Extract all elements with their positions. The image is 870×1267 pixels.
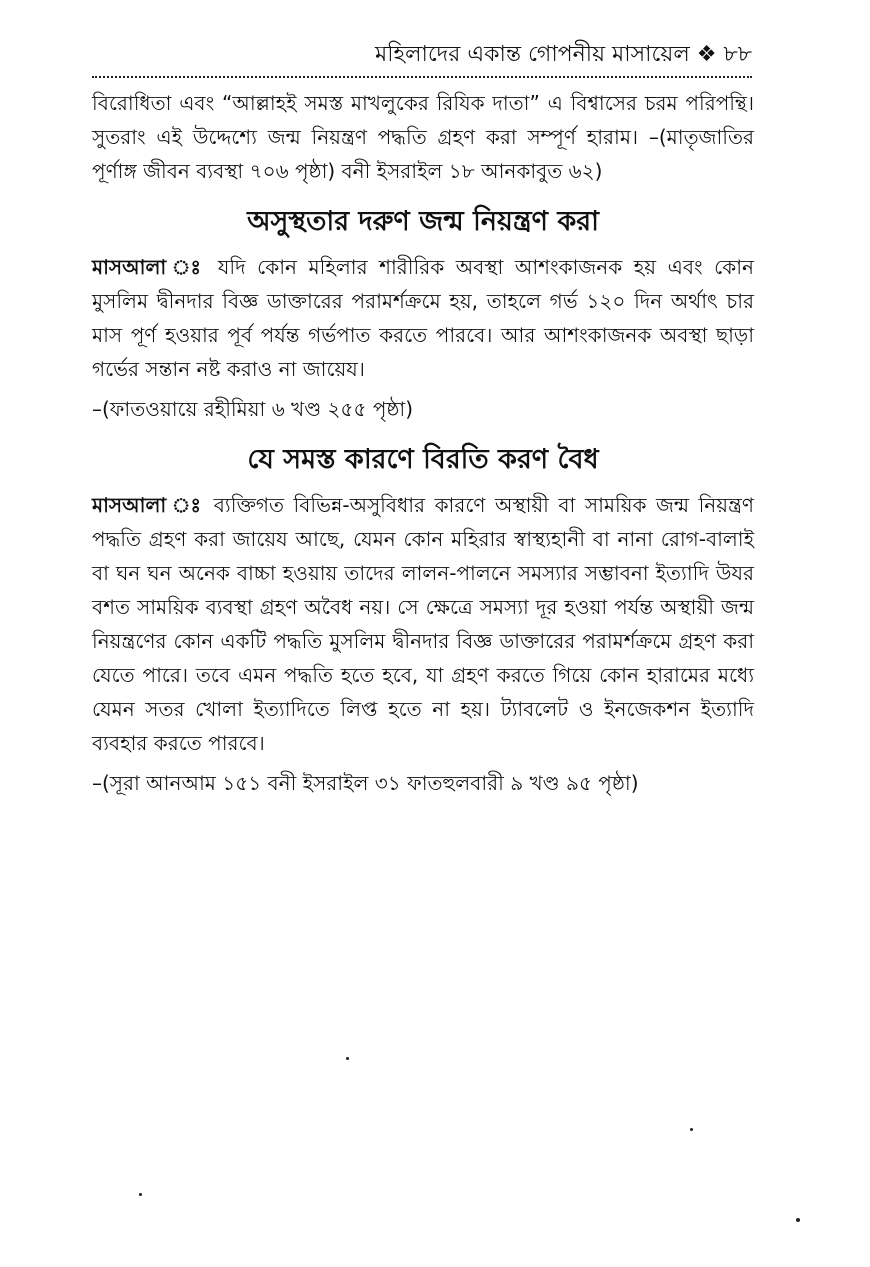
reference-citation: –(ফাতওয়ায়ে রহীমিয়া ৬ খণ্ড ২৫৫ পৃষ্ঠা) xyxy=(92,397,414,421)
scan-speck xyxy=(346,1057,349,1060)
reference-citation: –(সূরা আনআম ১৫১ বনী ইসরাইল ৩১ ফাতহুলবারী ৯ খণ্ড ৯৫ পৃষ্ঠা) xyxy=(92,771,639,795)
masala-body: ব্যক্তিগত বিভিন্ন-অসুবিধার কারণে অস্থায়ী বা সাময়িক জন্ম নিয়ন্ত্রণ পদ্ধতি গ্রহণ করা জায়েয আছে, যেমন কোন মহিরার স্বাস্থ্যহানী বা নানা রোগ-বালাই বা ঘন ঘন অনেক বাচ্চা হওয়ায় তাদের লালন-পালনে সমস্যার সম্ভাবনা ইত্যাদি উযর বশত সাময়িক ব্যবস্থা গ্রহণ অবৈধ নয়। সে ক্ষেত্রে সমস্যা দূর হওয়া পর্যন্ত অস্থায়ী জন্ম নিয়ন্ত্রণের কোন একটি পদ্ধতি মুসলিম দ্বীনদার বিজ্ঞ ডাক্তারের পরামর্শক্রমে গ্রহণ করা যেতে পারে। তবে এমন পদ্ধতি হতে হবে, যা গ্রহণ করতে গিয়ে কোন হারামের মধ্যে যেমন সতর খোলা ইত্যাদিতে লিপ্ত হতে না হয়। ট্যাবলেট ও ইনজেকশন ইত্যাদি ব্যবহার করতে পারবে। xyxy=(92,493,755,755)
intro-paragraph: বিরোধিতা এবং “আল্লাহই সমস্ত মাখলুকের রিযিক দাতা” এ বিশ্বাসের চরম পরিপন্থি। সুতরাং এই উদ্দেশ্যে জন্ম নিয়ন্ত্রণ পদ্ধতি গ্রহণ করা সম্পূর্ণ হারাম। –(মাতৃজাতির পূর্ণাঙ্গ জীবন ব্যবস্থা ৭০৬ পৃষ্ঠা) বনী ইসরাইল ১৮ আনকাবুত ৬২) xyxy=(92,91,754,183)
masala-paragraph-illness xyxy=(92,250,754,386)
section-heading-permissible: যে সমস্ত কারণে বিরতি করণ বৈধ xyxy=(247,444,599,475)
masala-body: যদি কোন মহিলার শারীরিক অবস্থা আশংকাজনক হয় এবং কোন মুসলিম দ্বীনদার বিজ্ঞ ডাক্তারের পরামর্শক্রমে হয়, তাহলে গর্ভ ১২০ দিন অর্থাৎ চার মাস পূর্ণ হওয়ার পূর্ব পর্যন্ত গর্ভপাত করতে পারবে। আর আশংকাজনক অবস্থা ছাড়া গর্ভের সন্তান নষ্ট করাও না জায়েয। xyxy=(92,255,754,381)
running-header: মহিলাদের একান্ত গোপনীয় মাসায়েল ❖ ৮৮ xyxy=(375,42,752,67)
header-dotted-rule xyxy=(92,76,752,78)
masala-label: মাসআলা ঃ xyxy=(92,255,207,279)
masala-paragraph-permissible xyxy=(92,488,754,760)
scan-speck xyxy=(796,1218,800,1222)
scan-speck xyxy=(690,1128,693,1131)
section-heading-illness: অসুস্থতার দরুণ জন্ম নিয়ন্ত্রণ করা xyxy=(247,206,599,237)
scan-speck xyxy=(139,1193,142,1196)
page-content xyxy=(92,86,754,800)
masala-label: মাসআলা ঃ xyxy=(92,493,205,517)
